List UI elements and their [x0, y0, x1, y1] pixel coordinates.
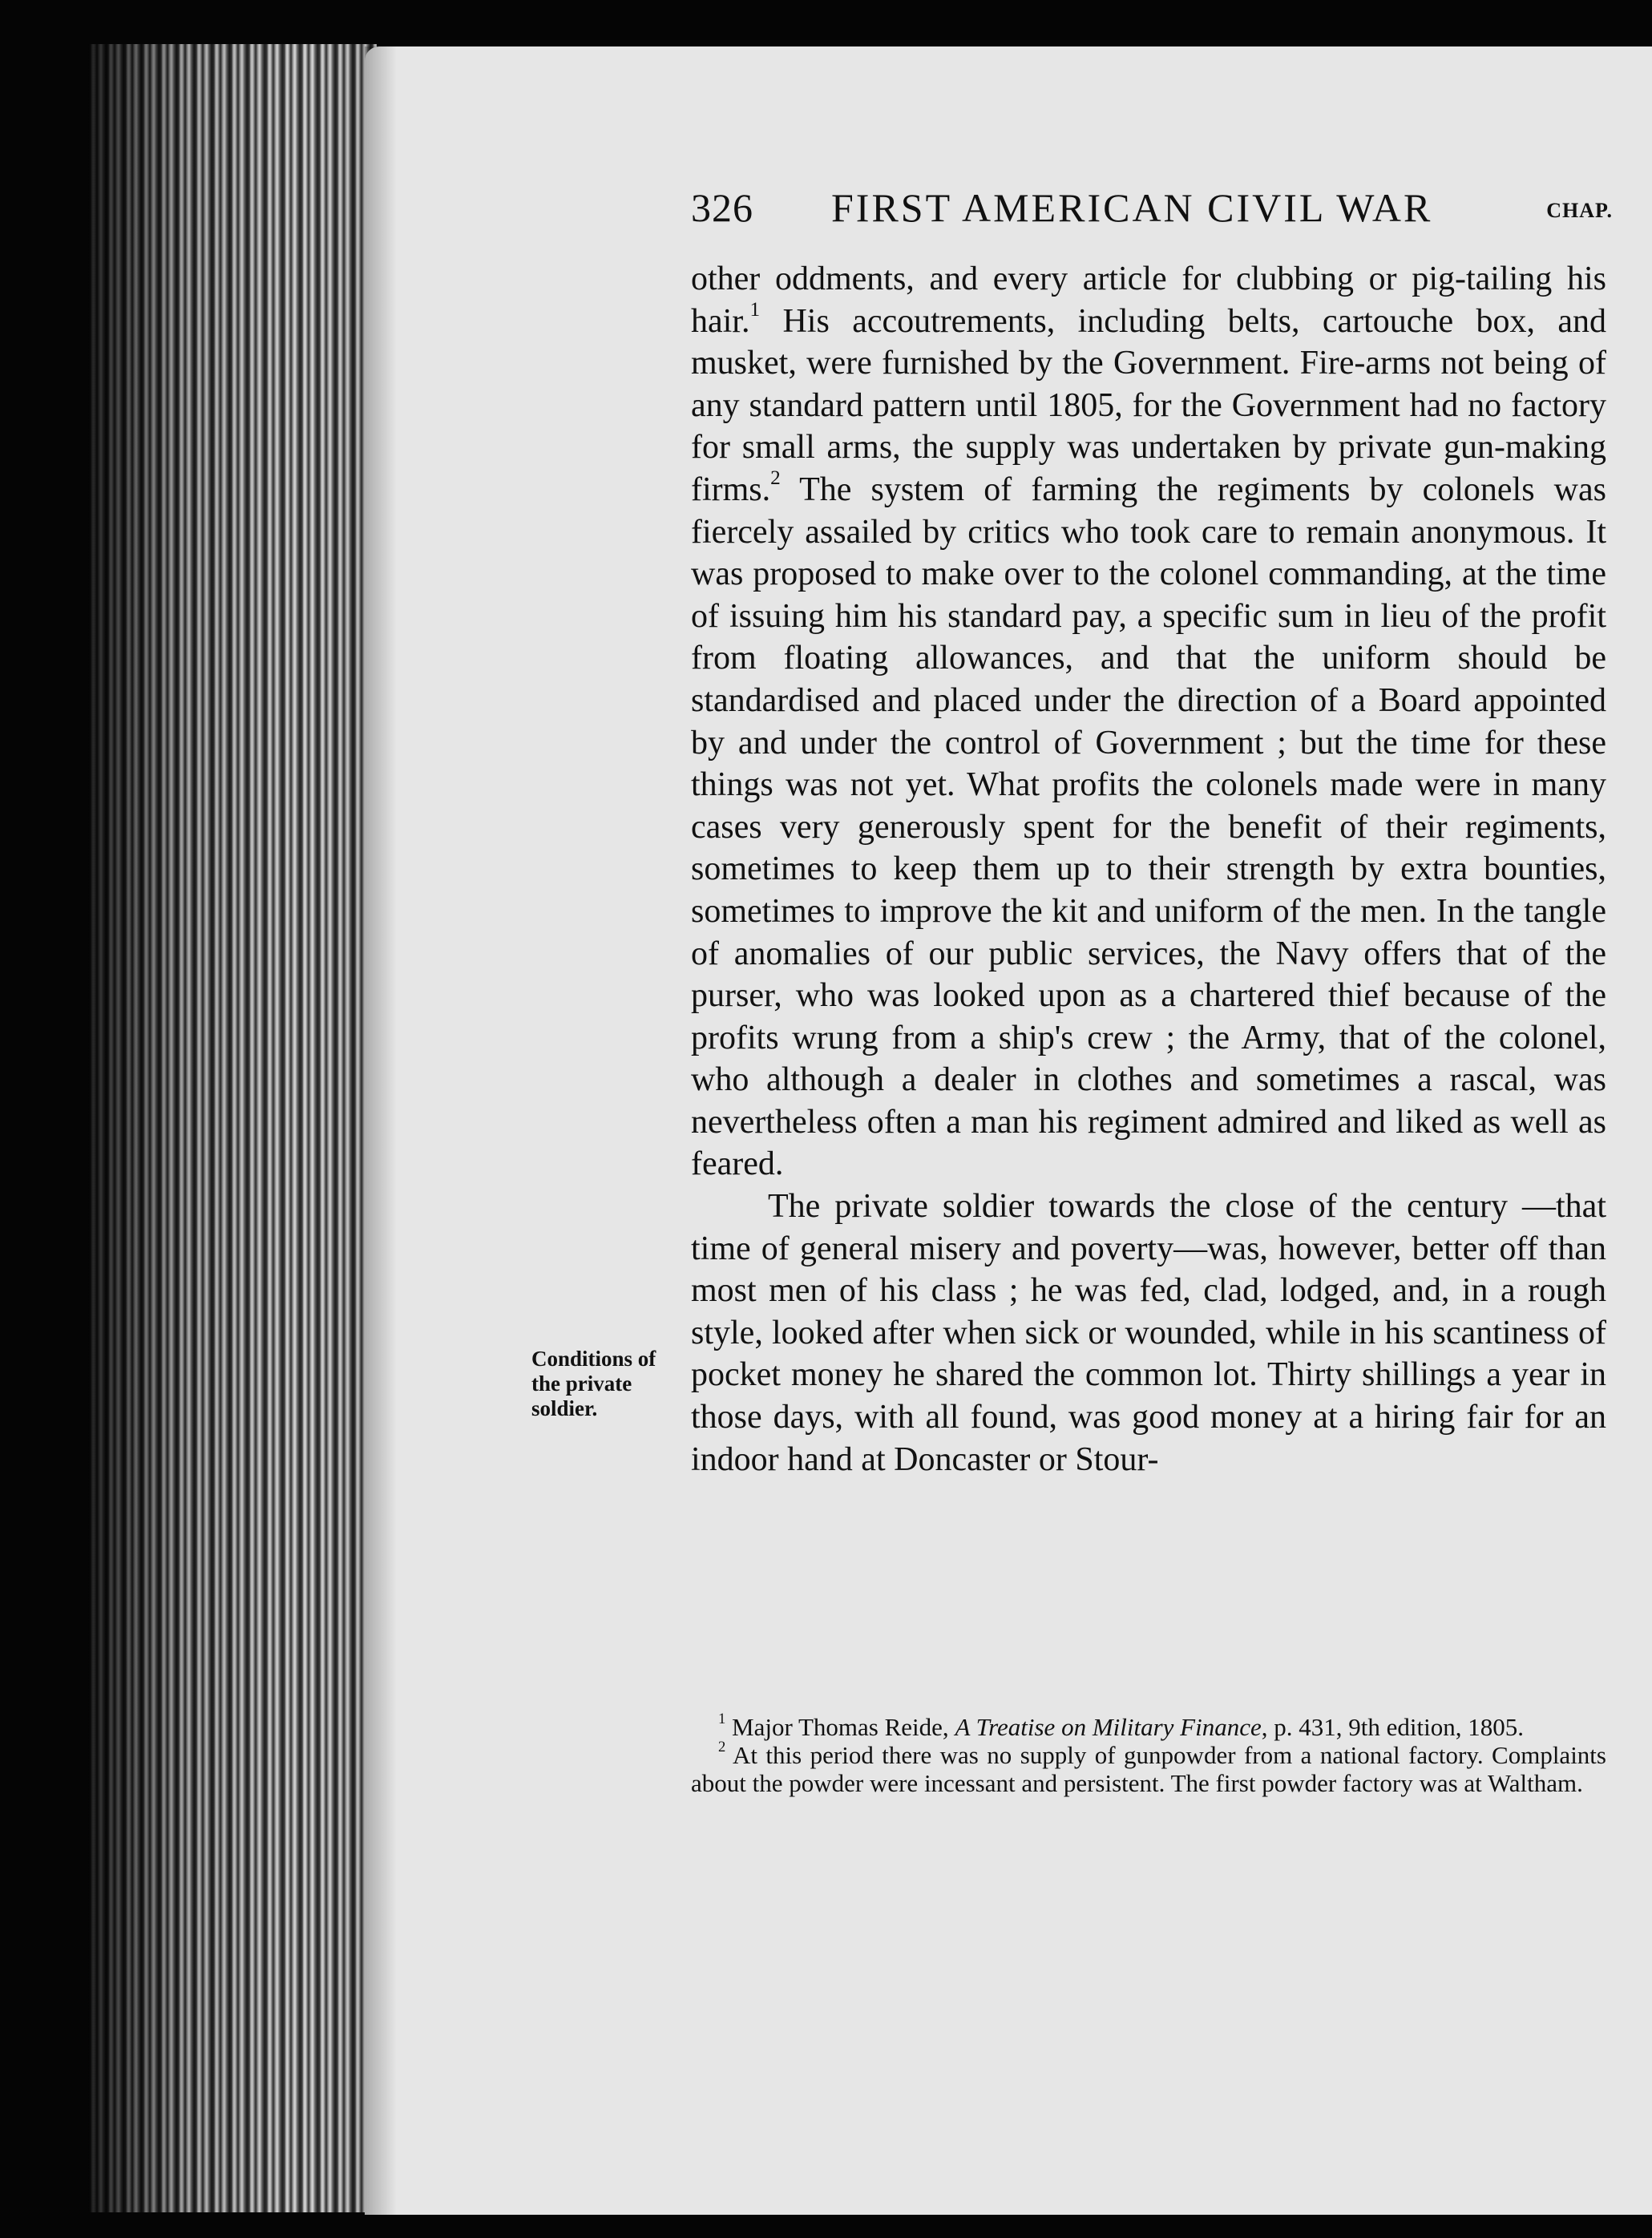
footnote-title: A Treatise on Military Finance [955, 1713, 1262, 1741]
chapter-mark: CHAP. [1546, 199, 1613, 222]
page-header [691, 184, 1613, 240]
footnote [691, 1741, 1606, 1797]
paragraph-text: His accoutrements, including belts, cartouche box, and musket, were furnished by the Government. Fire-arms not being of any standard pattern until 1805, for the Government had no factory for small arms, the supply was undertaken by private gun-making firms. [691, 302, 1606, 508]
footnote-text: , p. 431, 9th edition, 1805. [1261, 1713, 1524, 1741]
footnote-text: Major Thomas Reide, [725, 1713, 955, 1741]
footnote-mark: 2 [718, 1739, 726, 1756]
footnote-text: At this period there was no supply of gunpowder from a national factory. Complaints about the powder were incessant and persistent. The first powder factory was at Waltham. [691, 1741, 1606, 1797]
footnote-mark: 1 [718, 1711, 726, 1728]
paragraph: The private soldier towards the close of the century —that time of general misery and poverty—was, however, better off than most men of his class ; he was fed, clad, lodged, and, in a rough style, looked after when sick or wounded, while in his scantiness of pocket money he shared the common lot. Thirty shillings a year in those days, with all found, was good money at a hiring fair for an indoor hand at Doncaster or Stour- [691, 1188, 1606, 1478]
running-head: FIRST AMERICAN CIVIL WAR [831, 185, 1433, 230]
footnote [691, 1713, 1606, 1741]
book-page-edges [88, 44, 377, 2212]
paragraph [691, 258, 1606, 1186]
paragraph-text: other oddments, and every article for clubbing or pig-tailing his hair. [691, 261, 1606, 340]
page-number: 326 [691, 185, 753, 230]
body-text [691, 258, 1606, 1481]
footnote-ref: 2 [770, 467, 781, 489]
paragraph-text: The system of farming the regiments by colonels was fiercely assailed by critics who took care to remain anonymous. It was proposed to make over to the colonel commanding, at the time of issuing him his standard pay, a specific sum in lieu of the profit from floating allowances, and that the uniform should be standardised and placed under the direction of a Board appointed by and under the control of Government ; but the time for these things was not yet. What profits the colonels made were in many cases very generously spent for the benefit of their regiments, sometimes to keep them up to their strength by extra bounties, sometimes to improve the kit and uniform of the men. In the tangle of anomalies of our public services, the Navy offers that of the purser, who was looked upon as a chartered thief because of the profits wrung from a ship's crew ; the Army, that of the colonel, who although a dealer in clothes and sometimes a rascal, was nevertheless often a man his regiment admired and liked as well as feared. [691, 471, 1606, 1183]
footnotes [691, 1713, 1606, 1797]
footnote-ref: 1 [749, 298, 761, 321]
margin-sidenote: Conditions of the private soldier. [531, 1347, 656, 1420]
